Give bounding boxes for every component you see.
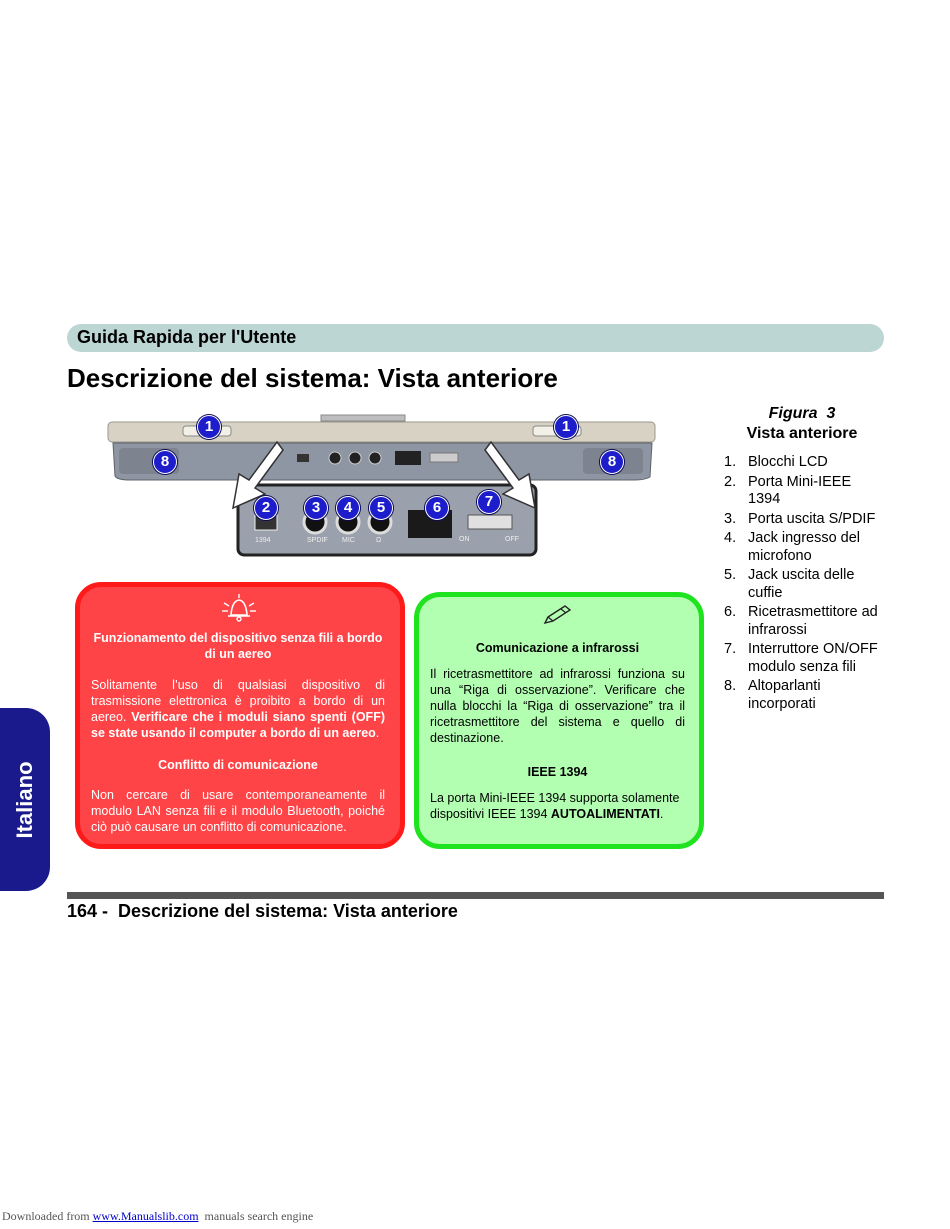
footer-rule [67,892,884,899]
header-title: Guida Rapida per l'Utente [77,327,297,347]
figure-number: Figura 3 [768,405,836,422]
badge-7: 7 [477,490,501,514]
warning-subtitle: Conflitto di comunicazione [158,758,318,772]
manualslib-link[interactable]: www.Manualslib.com [92,1209,199,1223]
label-mic: MIC [342,537,355,544]
warning-title: Funzionamento del dispositivo senza fili a bordo di un aereo [93,631,383,661]
note-title: Comunicazione a infrarossi [475,641,640,655]
badge-6: 6 [425,496,449,520]
figure-title: Vista anteriore [746,425,858,442]
legend-item: 4. Jack ingresso del microfono [724,530,861,564]
badge-4: 4 [336,496,360,520]
laptop-illustration [105,410,660,570]
badge-5: 5 [369,496,393,520]
footer-title: 164 - Descrizione del sistema: Vista anteriore [67,901,458,921]
legend-item: 5. Jack uscita delle cuffie [724,567,855,601]
badge-8-left: 8 [153,450,177,474]
figure-caption [724,404,880,444]
figure-legend [724,454,882,715]
badge-3: 3 [304,496,328,520]
label-switch-on: ON [459,536,470,543]
legend-item: 1. Blocchi LCD [724,454,828,470]
note-box-content [430,640,685,822]
badge-8-right: 8 [600,450,624,474]
pen-note-icon [541,603,575,627]
badge-1-right: 1 [554,415,578,439]
legend-item: 6. Ricetrasmettitore ad infrarossi [724,604,878,638]
page-title: Descrizione del sistema: Vista anteriore [67,363,558,393]
legend-item: 2. Porta Mini-IEEE 1394 [724,473,852,507]
label-1394: 1394 [255,537,271,544]
laptop-front-view-figure [105,410,660,570]
label-spdif: SPDIF [307,537,328,544]
badge-2: 2 [254,496,278,520]
note-paragraph-2: La porta Mini-IEEE 1394 supporta solamente dispositivi IEEE 1394 AUTOALIMENTATI. [430,791,680,821]
legend-item: 3. Porta uscita S/PDIF [724,510,876,527]
note-subtitle: IEEE 1394 [527,765,588,779]
bell-alert-icon [218,593,260,623]
warning-paragraph-2: Non cercare di usare contemporaneamente il modulo LAN senza fili e il modulo Bluetooth, poiché ciò può causare un conflitto di comunicazione. [91,788,385,834]
legend-item: 7. Interruttore ON/OFF modulo senza fili [724,641,878,675]
note-paragraph-1: Il ricetrasmettitore ad infrarossi funziona su una “Riga di osservazione”. Verificare che nulla blocchi la “Riga di osservazione” tra il ricetrasmettitore del sistema e quello di destinazione. [430,667,685,745]
warning-box-content [91,624,385,835]
warning-paragraph-1: Solitamente l’uso di qualsiasi dispositivo di trasmissione elettronica è proibito a bordo di un aereo. Verificare che i moduli siano spenti (OFF) se state usando il computer a bordo di un aereo. [91,678,385,740]
download-source-line: Downloaded from www.Manualslib.com manuals search engine [2,1209,314,1223]
label-headphone: Ω [376,537,382,544]
legend-item: 8. Altoparlanti incorporati [724,678,821,712]
badge-1-left: 1 [197,415,221,439]
label-switch-off: OFF [505,536,519,543]
